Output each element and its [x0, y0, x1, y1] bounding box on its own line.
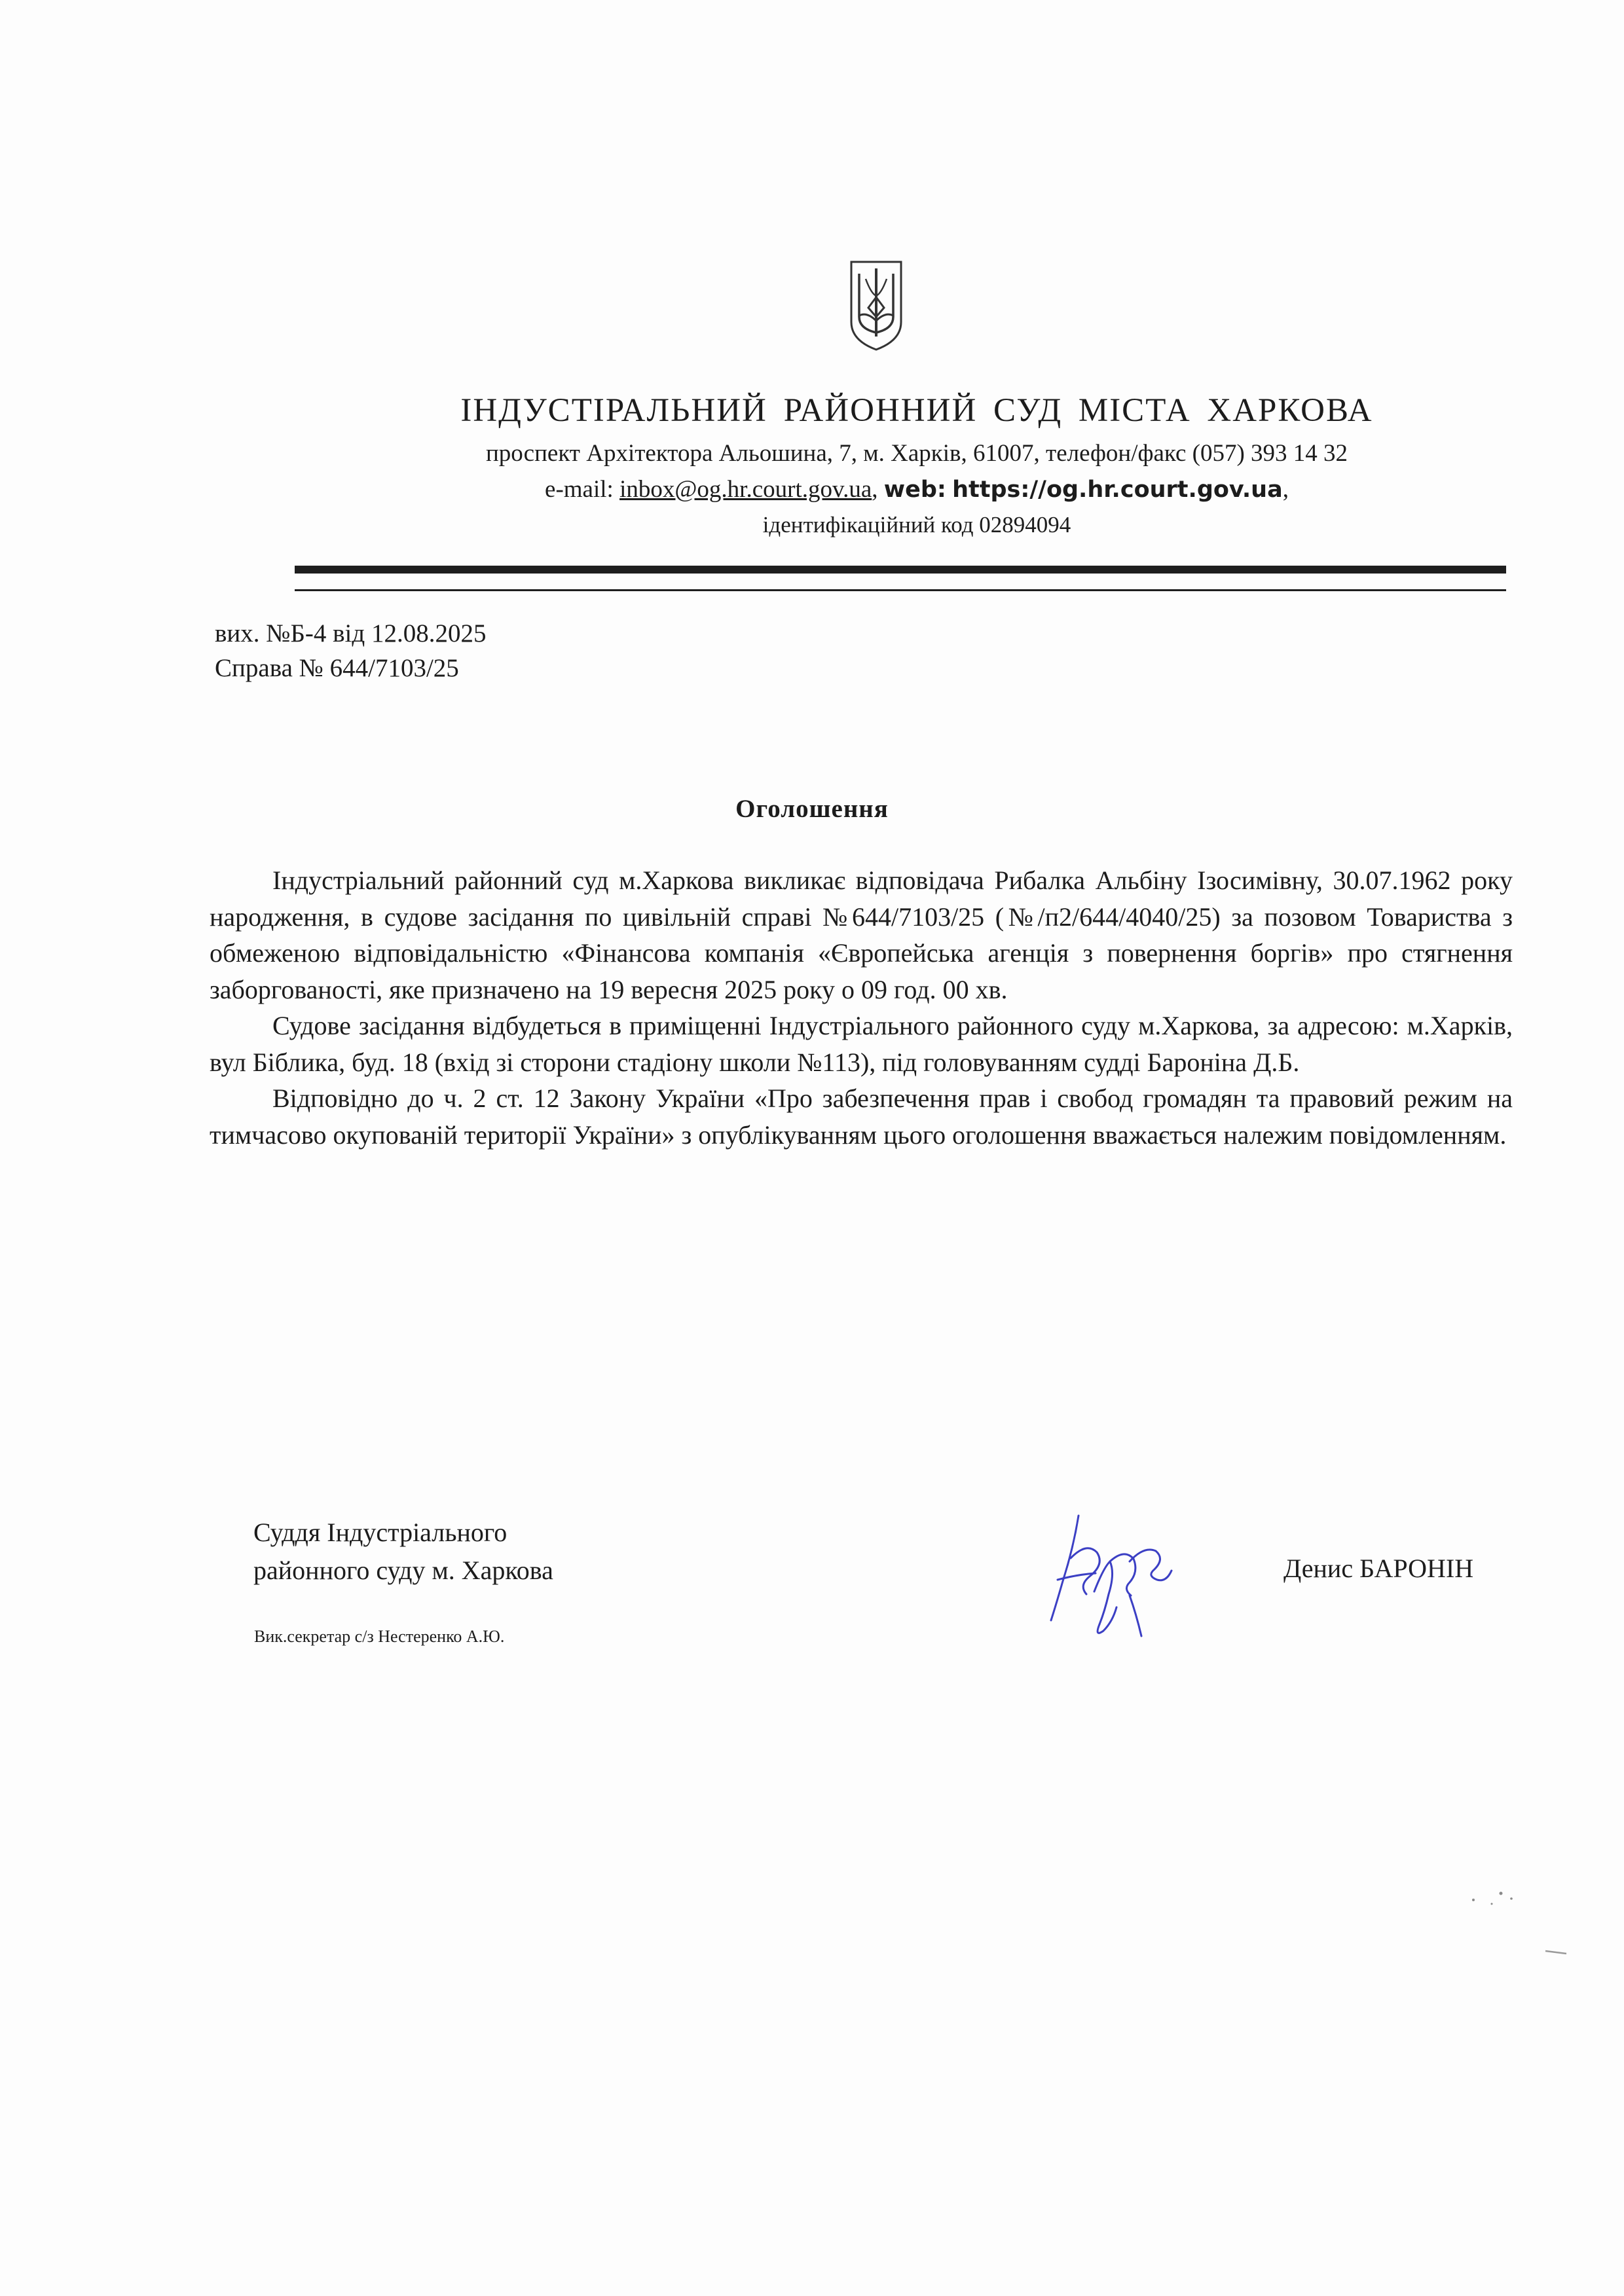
contact-trailing-comma: , — [1282, 476, 1289, 503]
notice-paragraph: Відповідно до ч. 2 ст. 12 Закону України «Про забезпечення прав і свобод громадян та правовий режим на тимчасово окупованій території України» з опублікуванням цього оголошення вважається належим повідомленням. — [210, 1084, 1513, 1150]
notice-paragraph: Судове засідання відбудеться в приміщенні Індустріального районного суду м.Харкова, за адресою: м.Харків, вул Біблика, буд. 18 (вхід зі сторони стадіону школи №113), під головуванням судді Бароніна Д.Б. — [210, 1011, 1513, 1077]
court-name-heading: ІНДУСТІРАЛЬНИЙ РАЙОННИЙ СУД МІСТА ХАРКОВА — [460, 392, 1373, 429]
notice-title: Оголошення — [735, 795, 889, 823]
signer-position — [253, 1514, 553, 1590]
email-label: e-mail: — [545, 476, 614, 503]
court-address: проспект Архітектора Альошина, 7, м. Харків, 61007, телефон/факс (057) 393 14 32 — [485, 440, 1348, 467]
signer-name: Денис БАРОНІН — [1283, 1554, 1474, 1583]
outgoing-number: вих. №Б-4 від 12.08.2025 — [215, 619, 487, 647]
court-contacts — [295, 475, 1539, 503]
signer-position-line: районного суду м. Харкова — [253, 1556, 553, 1585]
identification-code: ідентифікаційний код 02894094 — [762, 512, 1071, 538]
web-label: web: — [883, 477, 946, 503]
notice-paragraph: Індустріальний районний суд м.Харкова викликає відповідача Рибалка Альбіну Ізосимівну, 30.07.1962 року народження, в судове засідання по цивільній справі №644/7103/25 (№/п2/644/4040/25) за позовом Товариства з обмеженою відповідальністю «Фінансова компанія «Європейська агенція з повернення боргів» про стягнення заборгованості, яке призначено на 19 вересня 2025 року о 09 год. 00 хв. — [210, 866, 1513, 1004]
contact-separator: , — [872, 476, 878, 503]
case-number: Справа № 644/7103/25 — [215, 654, 459, 682]
secretary-note: Вик.секретар с/з Нестеренко А.Ю. — [254, 1627, 505, 1646]
header-divider-thin — [295, 589, 1506, 591]
email-link[interactable]: inbox@og.hr.court.gov.ua — [619, 476, 872, 503]
scan-specks — [1460, 1886, 1578, 1964]
website-link[interactable]: https://og.hr.court.gov.ua — [952, 477, 1283, 503]
handwritten-signature — [1031, 1496, 1182, 1643]
trident-coat-of-arms-icon — [849, 259, 904, 352]
signer-position-line: Суддя Індустріального — [253, 1518, 507, 1547]
notice-body — [210, 862, 1513, 1153]
header-divider-thick — [295, 566, 1506, 574]
